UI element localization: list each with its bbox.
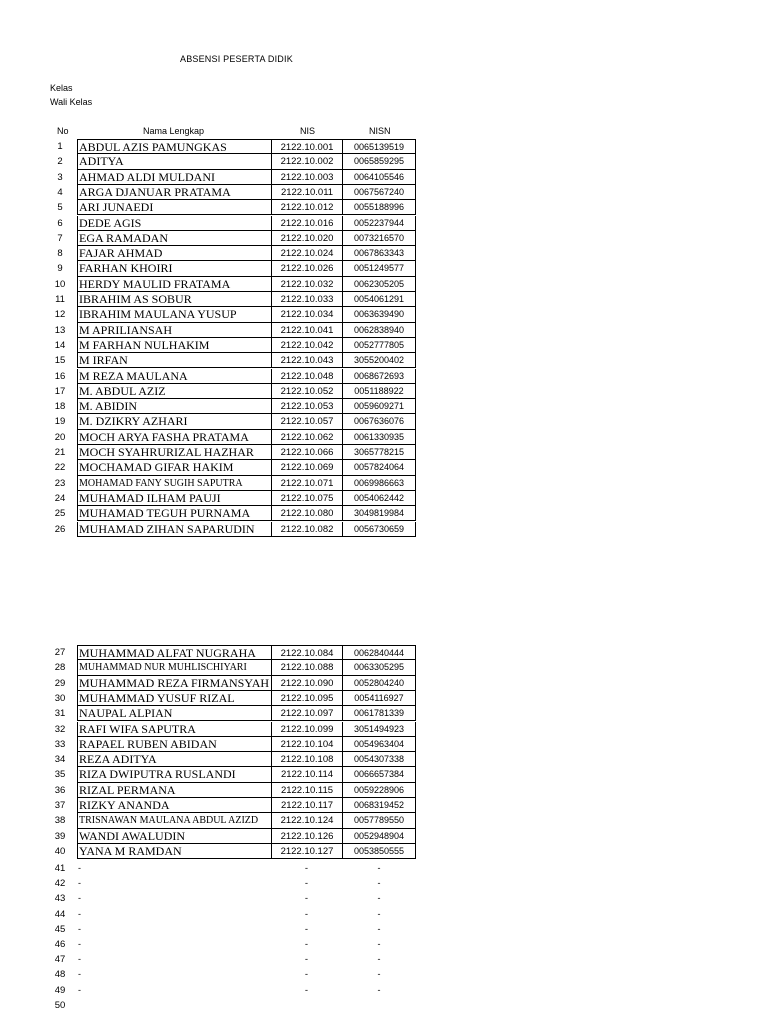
table-row [0, 139, 768, 154]
table-row [0, 660, 768, 675]
cell-no: 47 [54, 954, 66, 966]
table-row [0, 414, 768, 429]
table-row [0, 737, 768, 752]
cell-nis: - [304, 908, 309, 920]
table-row [0, 691, 768, 706]
cell-nis: 2122.10.003 [271, 170, 342, 185]
cell-nisn: 0054062442 [342, 491, 416, 506]
table-row [0, 154, 768, 169]
cell-nis: 2122.10.034 [271, 307, 342, 322]
cell-nama: RAPAEL RUBEN ABIDAN [77, 737, 271, 752]
cell-nis: 2122.10.124 [271, 813, 342, 828]
table-row [0, 353, 768, 368]
cell-nama: ADITYA [77, 154, 271, 169]
cell-nama: M FARHAN NULHAKIM [77, 338, 271, 353]
cell-no: 40 [54, 845, 66, 857]
cell-no: 1 [57, 141, 63, 152]
cell-nisn: 0065859295 [342, 154, 416, 169]
cell-nama: MUHAMMAD YUSUF RIZAL [77, 691, 271, 706]
cell-nama: REZA ADITYA [77, 752, 271, 767]
cell-nama: - [78, 863, 81, 873]
cell-nama: MOHAMAD FANY SUGIH SAPUTRA [77, 476, 271, 491]
cell-nis: 2122.10.114 [271, 767, 342, 782]
cell-nis: 2122.10.001 [271, 139, 342, 154]
cell-nisn: 0051188922 [342, 384, 416, 399]
cell-no: 43 [54, 893, 66, 905]
cell-nama: - [78, 908, 81, 919]
table-row [0, 676, 768, 691]
cell-nisn: 0066657384 [342, 767, 416, 782]
cell-nis: 2122.10.097 [271, 706, 342, 721]
kelas-label: Kelas [50, 83, 73, 93]
cell-nama: RAFI WIFA SAPUTRA [77, 722, 271, 737]
header-nama: Nama Lengkap [143, 126, 205, 136]
cell-no: 4 [57, 186, 63, 198]
cell-nisn: 0064105546 [342, 170, 416, 185]
cell-nisn: 0052804240 [342, 676, 416, 691]
cell-nama: - [78, 893, 81, 904]
cell-no: 49 [54, 984, 66, 996]
cell-nisn: 0055188996 [342, 200, 416, 215]
cell-nama: MOCH SYAHRURIZAL HAZHAR [77, 445, 271, 460]
cell-nis: 2122.10.041 [271, 323, 342, 338]
cell-nis: - [304, 863, 309, 874]
cell-nama: FAJAR AHMAD [77, 246, 271, 261]
table-row [0, 844, 768, 859]
cell-nis: 2122.10.127 [271, 844, 342, 859]
cell-nisn: 0054061291 [342, 292, 416, 307]
cell-nis: - [304, 969, 309, 981]
cell-nama: MUHAMAD ZIHAN SAPARUDIN [77, 522, 271, 537]
cell-no: 35 [54, 769, 66, 781]
table-row [0, 645, 768, 660]
cell-nis: 2122.10.020 [271, 231, 342, 246]
cell-nisn: 0052237944 [342, 216, 416, 231]
cell-nama: WANDI AWALUDIN [77, 829, 271, 844]
table-row [0, 369, 768, 384]
cell-no: 29 [54, 677, 66, 689]
cell-nama: HERDY MAULID FRATAMA [77, 277, 271, 292]
cell-nisn: 0054116927 [342, 691, 416, 706]
cell-no: 17 [54, 385, 66, 397]
cell-nisn: 3049819984 [342, 506, 416, 521]
table-row [0, 767, 768, 782]
cell-no: 31 [54, 708, 66, 720]
cell-nis: 2122.10.042 [271, 338, 342, 353]
cell-nisn: - [377, 878, 381, 889]
cell-nisn: 0069986663 [342, 476, 416, 491]
cell-no: 25 [54, 508, 66, 520]
cell-nama: ABDUL AZIS PAMUNGKAS [77, 139, 271, 154]
cell-nis: 2122.10.043 [271, 353, 342, 368]
cell-nama: MUHAMMAD ALFAT NUGRAHA [77, 645, 271, 660]
cell-nama: TRISNAWAN MAULANA ABDUL AZIZD [77, 813, 271, 828]
cell-nisn: 3055200402 [342, 353, 416, 368]
cell-nisn: 0067863343 [342, 246, 416, 261]
cell-nis: 2122.10.117 [271, 798, 342, 813]
table-row [0, 861, 768, 876]
cell-nis: 2122.10.057 [271, 414, 342, 429]
cell-nama: - [78, 939, 81, 949]
cell-nama: MUHAMAD ILHAM PAUJI [77, 491, 271, 506]
table-row [0, 952, 768, 967]
table-row [0, 292, 768, 307]
cell-nama: M REZA MAULANA [77, 369, 271, 384]
cell-no: 2 [57, 156, 63, 168]
header-no: No [57, 126, 69, 136]
cell-nama: ARGA DJANUAR PRATAMA [77, 185, 271, 200]
cell-nis: 2122.10.033 [271, 292, 342, 307]
cell-nisn: 3065778215 [342, 445, 416, 460]
cell-nisn: - [377, 923, 381, 934]
table-row [0, 783, 768, 798]
table-row [0, 200, 768, 215]
cell-nisn [342, 998, 416, 1013]
cell-nis: 2122.10.126 [271, 829, 342, 844]
cell-nisn: 0061781339 [342, 706, 416, 721]
table-row [0, 829, 768, 844]
document-title: ABSENSI PESERTA DIDIK [180, 54, 293, 64]
cell-nama: M APRILIANSAH [77, 323, 271, 338]
cell-nisn: 0067636076 [342, 414, 416, 429]
cell-no: 37 [54, 800, 66, 811]
cell-nis: 2122.10.048 [271, 369, 342, 384]
cell-nama: - [78, 984, 81, 995]
header-nis: NIS [300, 126, 316, 136]
table-row [0, 891, 768, 906]
cell-nama: MOCHAMAD GIFAR HAKIM [77, 460, 271, 475]
cell-nama: IBRAHIM MAULANA YUSUP [77, 307, 271, 322]
table-row [0, 246, 768, 261]
cell-no: 44 [54, 908, 66, 920]
table-row [0, 460, 768, 475]
cell-nama: MUHAMAD TEGUH PURNAMA [77, 506, 271, 521]
cell-nis: 2122.10.016 [271, 216, 342, 231]
cell-nis: 2122.10.066 [271, 445, 342, 460]
cell-nama: ARI JUNAEDI [77, 200, 271, 215]
cell-nisn: 0051249577 [342, 261, 416, 276]
table-row [0, 522, 768, 537]
cell-nisn: 0057789550 [342, 813, 416, 828]
cell-nis: 2122.10.075 [271, 491, 342, 506]
cell-nis: 2122.10.082 [271, 522, 342, 537]
cell-nisn: - [377, 893, 381, 904]
cell-nisn: 0063639490 [342, 307, 416, 322]
cell-nisn: 0054307338 [342, 752, 416, 767]
cell-nama: RIZKY ANANDA [77, 798, 271, 813]
cell-nama: - [78, 969, 81, 980]
cell-nis: 2122.10.062 [271, 430, 342, 445]
table-row [0, 261, 768, 276]
table-row [0, 384, 768, 399]
cell-nama: IBRAHIM AS SOBUR [77, 292, 271, 307]
cell-nis: 2122.10.115 [271, 783, 342, 798]
table-row [0, 170, 768, 185]
cell-no: 16 [54, 370, 66, 382]
cell-nisn: - [377, 954, 381, 965]
cell-nisn: 0062305205 [342, 277, 416, 292]
wali-kelas-label: Wali Kelas [50, 97, 93, 107]
cell-nis: 2122.10.090 [271, 676, 342, 691]
cell-nama: M. ABIDIN [77, 399, 271, 414]
table-row [0, 476, 768, 491]
cell-nama: - [78, 878, 81, 889]
table-row [0, 216, 768, 231]
table-row [0, 185, 768, 200]
cell-no: 7 [57, 232, 63, 244]
cell-no: 24 [54, 492, 66, 504]
cell-nis: 2122.10.108 [271, 752, 342, 767]
cell-nis: - [304, 954, 309, 966]
cell-nama: YANA M RAMDAN [77, 844, 271, 859]
cell-no: 22 [54, 462, 66, 474]
table-row [0, 231, 768, 246]
cell-nis: 2122.10.053 [271, 399, 342, 414]
cell-nis: - [304, 923, 309, 935]
cell-nisn: - [377, 984, 381, 995]
cell-nama: M. ABDUL AZIZ [77, 384, 271, 399]
cell-nisn: 0063305295 [342, 660, 416, 675]
table-row [0, 922, 768, 937]
cell-nama: M. DZIKRY AZHARI [77, 414, 271, 429]
cell-nisn: 0065139519 [342, 139, 416, 154]
header-nisn: NISN [369, 126, 391, 136]
cell-no: 14 [54, 339, 66, 351]
table-row [0, 338, 768, 353]
cell-no: 26 [54, 523, 66, 535]
cell-nisn: 0052777805 [342, 338, 416, 353]
cell-nis: 2122.10.024 [271, 246, 342, 261]
cell-nis: 2122.10.095 [271, 691, 342, 706]
cell-nama: MUHAMMAD REZA FIRMANSYAH [79, 675, 270, 690]
cell-nisn: 0059609271 [342, 399, 416, 414]
cell-nisn: 0052948904 [342, 829, 416, 844]
cell-no: 32 [54, 723, 66, 735]
cell-nama: M IRFAN [77, 353, 271, 368]
cell-nis: 2122.10.069 [271, 460, 342, 475]
cell-nama: NAUPAL ALPIAN [77, 706, 271, 721]
cell-nisn: 0062838940 [342, 323, 416, 338]
cell-no: 27 [54, 647, 66, 658]
table-row [0, 706, 768, 721]
table-row [0, 506, 768, 521]
table-row [0, 752, 768, 767]
cell-nama: AHMAD ALDI MULDANI [77, 170, 271, 185]
cell-nis: 2122.10.002 [271, 154, 342, 169]
cell-nisn: - [377, 863, 381, 873]
cell-nis: - [304, 939, 309, 950]
table-row [0, 907, 768, 922]
cell-no: 48 [54, 969, 66, 981]
cell-nis: 2122.10.104 [271, 737, 342, 752]
cell-no: 36 [54, 784, 66, 796]
cell-nama: RIZA DWIPUTRA RUSLANDI [77, 767, 271, 782]
cell-nisn: 0061330935 [342, 430, 416, 445]
cell-nis: 2122.10.080 [271, 506, 342, 521]
cell-nisn: 0068319452 [342, 798, 416, 813]
cell-nis: - [304, 893, 309, 905]
cell-nisn: 0062840444 [342, 645, 416, 660]
cell-nisn: 0067567240 [342, 185, 416, 200]
cell-nisn: 0056730659 [342, 522, 416, 537]
cell-nisn: - [377, 908, 381, 919]
table-row [0, 798, 768, 813]
cell-no: 41 [54, 863, 66, 874]
cell-no: 18 [54, 401, 66, 413]
cell-nisn: 0054963404 [342, 737, 416, 752]
table-row [0, 445, 768, 460]
cell-no: 46 [54, 939, 66, 950]
cell-nis [271, 998, 342, 1013]
table-row [0, 722, 768, 737]
cell-no: 19 [54, 416, 66, 428]
cell-no: 28 [54, 662, 66, 674]
cell-no: 6 [57, 217, 63, 229]
cell-nisn: 0053850555 [342, 844, 416, 859]
cell-nama [77, 998, 271, 1013]
table-row [0, 277, 768, 292]
table-row [0, 491, 768, 506]
cell-no: 45 [54, 923, 66, 935]
table-row [0, 307, 768, 322]
cell-nis: 2122.10.011 [271, 185, 342, 200]
cell-nama: MOCH ARYA FASHA PRATAMA [77, 430, 271, 445]
cell-nisn: 0057824064 [342, 460, 416, 475]
cell-nama: MUHAMMAD NUR MUHLISCHIYARI [77, 660, 271, 675]
table-row [0, 983, 768, 998]
table-row [0, 876, 768, 891]
table-row [0, 937, 768, 952]
cell-nama: RIZAL PERMANA [77, 783, 271, 798]
cell-no: 13 [54, 324, 66, 336]
cell-nis: 2122.10.052 [271, 384, 342, 399]
cell-no: 20 [54, 431, 66, 443]
cell-nama: - [78, 923, 81, 934]
cell-nis: - [304, 878, 309, 890]
cell-nisn: - [377, 939, 381, 949]
cell-no: 33 [54, 738, 66, 750]
cell-nis: 2122.10.032 [271, 277, 342, 292]
cell-nama: FARHAN KHOIRI [77, 261, 271, 276]
cell-nis: 2122.10.071 [271, 476, 342, 491]
cell-no: 5 [57, 202, 63, 214]
cell-nama: - [78, 954, 81, 965]
cell-nisn: 0059228906 [342, 783, 416, 798]
cell-nisn: 3051494923 [342, 722, 416, 737]
table-row [0, 323, 768, 338]
table-row [0, 998, 768, 1013]
cell-nisn: 0073216570 [342, 231, 416, 246]
cell-no: 12 [54, 309, 66, 321]
cell-no: 34 [54, 754, 66, 766]
cell-no: 9 [57, 263, 63, 275]
cell-no: 38 [54, 815, 66, 827]
cell-nis: 2122.10.088 [271, 660, 342, 675]
cell-no: 3 [57, 171, 63, 183]
cell-no: 42 [54, 878, 66, 890]
table-row [0, 399, 768, 414]
cell-no: 8 [57, 248, 63, 260]
cell-nis: - [304, 984, 309, 996]
cell-nis: 2122.10.084 [271, 645, 342, 660]
cell-nisn: - [377, 969, 381, 980]
cell-nis: 2122.10.012 [271, 200, 342, 215]
cell-no: 15 [54, 355, 66, 367]
cell-no: 11 [55, 294, 65, 305]
cell-no: 30 [54, 692, 66, 704]
cell-nama: EGA RAMADAN [77, 231, 271, 246]
cell-nis: 2122.10.026 [271, 261, 342, 276]
cell-nis: 2122.10.099 [271, 722, 342, 737]
cell-nisn: 0068672693 [342, 369, 416, 384]
cell-no: 39 [54, 830, 66, 842]
cell-no: 10 [54, 278, 66, 290]
cell-no: 21 [54, 447, 66, 458]
table-row [0, 813, 768, 828]
cell-no: 50 [54, 999, 66, 1011]
cell-no: 23 [54, 477, 66, 489]
cell-nama: DEDE AGIS [77, 216, 271, 231]
table-row [0, 430, 768, 445]
table-row [0, 967, 768, 982]
